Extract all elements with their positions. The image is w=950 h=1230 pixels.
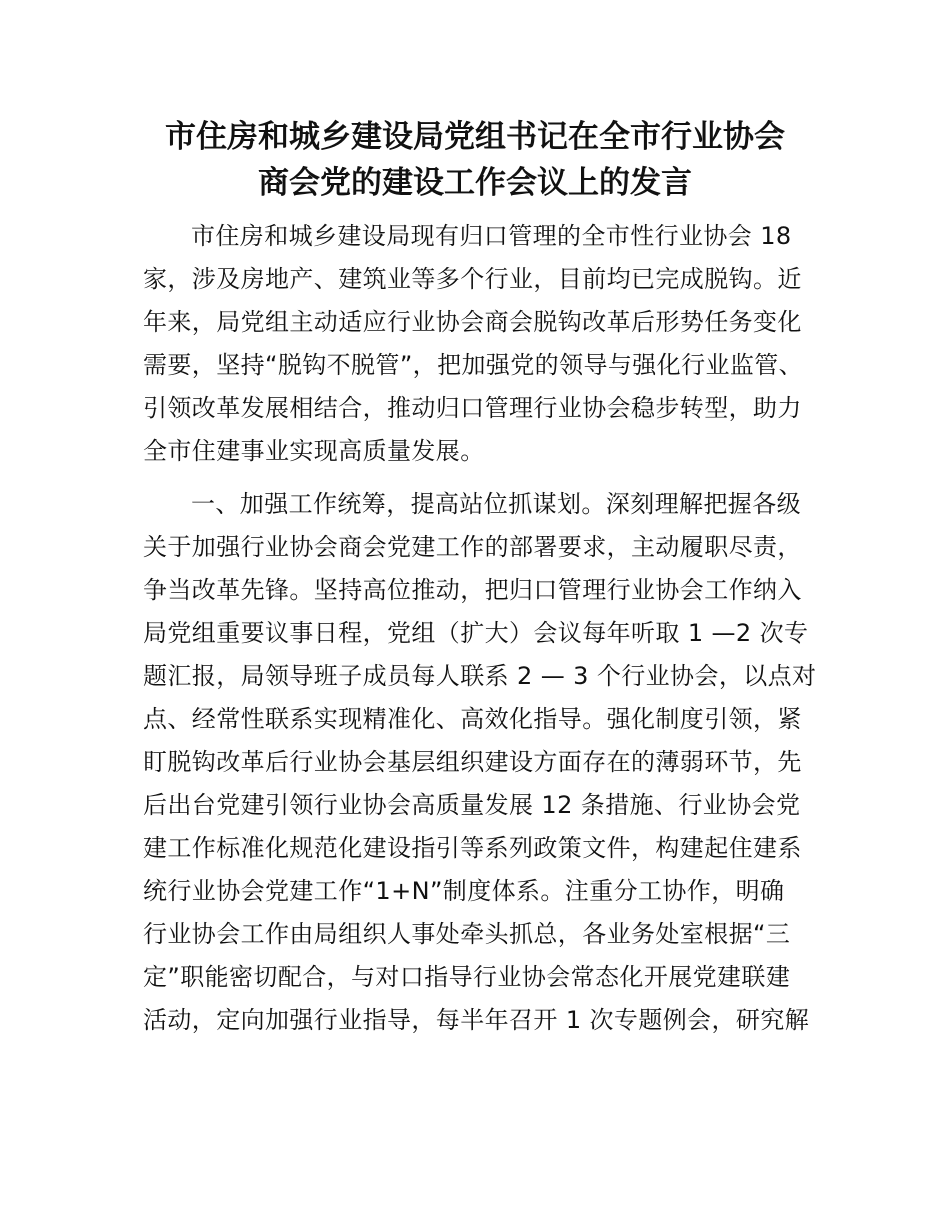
paragraph-2-line-12: 定”职能密切配合，与对口指导行业协会常态化开展党建联建 [143, 963, 791, 991]
paragraph-1-line-4: 需要，坚持“脱钩不脱管”，把加强党的领导与强化行业监管、 [143, 351, 804, 379]
paragraph-1-line-2: 家，涉及房地产、建筑业等多个行业，目前均已完成脱钩。近 [143, 265, 802, 293]
paragraph-1-line-6: 全市住建事业实现高质量发展。 [143, 437, 485, 465]
paragraph-2-line-11: 行业协会工作由局组织人事处牵头抓总，各业务处室根据“三 [143, 920, 791, 948]
paragraph-2-line-6: 点、经常性联系实现精准化、高效化指导。强化制度引领，紧 [143, 705, 802, 733]
paragraph-2-line-1: 一、加强工作统筹，提高站位抓谋划。深刻理解把握各级 [191, 490, 801, 518]
paragraph-2-line-5: 题汇报，局领导班子成员每人联系 2 — 3 个行业协会，以点对 [143, 662, 817, 690]
document-title-line-2: 商会党的建设工作会议上的发言 [258, 165, 692, 201]
paragraph-2-line-4: 局党组重要议事日程，党组（扩大）会议每年听取 1 —2 次专 [143, 619, 809, 647]
paragraph-2-line-3: 争当改革先锋。坚持高位推动，把归口管理行业协会工作纳入 [143, 576, 802, 604]
paragraph-1-line-5: 引领改革发展相结合，推动归口管理行业协会稳步转型，助力 [143, 394, 802, 422]
paragraph-2-line-9: 建工作标准化规范化建设指引等系列政策文件，构建起住建系 [143, 834, 802, 862]
paragraph-2-line-8: 后出台党建引领行业协会高质量发展 12 条措施、行业协会党 [143, 791, 801, 819]
paragraph-1-line-1: 市住房和城乡建设局现有归口管理的全市性行业协会 18 [191, 222, 792, 250]
paragraph-2-line-2: 关于加强行业协会商会党建工作的部署要求，主动履职尽责， [143, 533, 802, 561]
paragraph-2-line-13: 活动，定向加强行业指导，每半年召开 1 次专题例会，研究解 [143, 1006, 810, 1034]
paragraph-1-line-3: 年来，局党组主动适应行业协会商会脱钩改革后形势任务变化 [143, 308, 802, 336]
document-title-line-1: 市住房和城乡建设局党组书记在全市行业协会 [165, 119, 785, 155]
paragraph-2-line-7: 盯脱钩改革后行业协会基层组织建设方面存在的薄弱环节，先 [143, 748, 802, 776]
paragraph-2-line-10: 统行业协会党建工作“1+N”制度体系。注重分工协作，明确 [143, 877, 785, 905]
